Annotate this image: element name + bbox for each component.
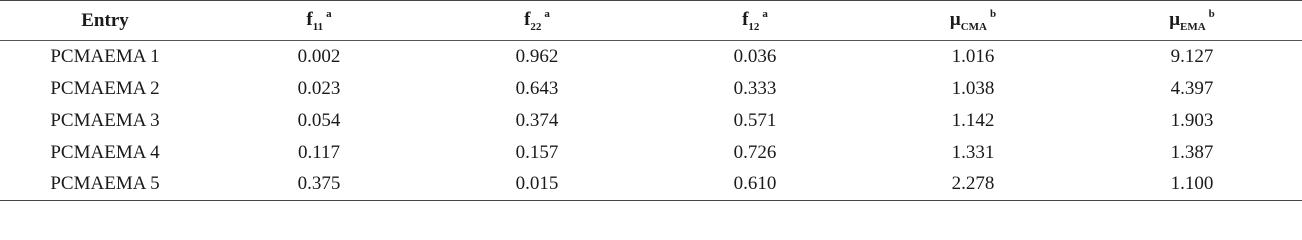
- cell-mu-ema: 1.100: [1082, 169, 1302, 201]
- cell-mu-cma: 1.038: [951, 77, 995, 99]
- cell-mu-ema: 1.903: [1170, 109, 1214, 131]
- header-f22: $f_{22}^a$: [428, 1, 646, 41]
- cell-f22: 0.015: [428, 169, 646, 201]
- header-entry: Entry: [0, 1, 210, 41]
- cell-f12: 0.333: [733, 77, 777, 99]
- cell-f12: 0.571: [733, 109, 777, 131]
- cell-mu-cma: 1.016: [951, 45, 995, 67]
- cell-f22: 0.962: [515, 45, 559, 67]
- cell-mu-ema: 1.387: [1170, 141, 1214, 163]
- cell-f11: 0.375: [210, 169, 428, 201]
- cell-entry: PCMAEMA 2: [50, 77, 160, 99]
- cell-entry: PCMAEMA 4: [50, 141, 160, 163]
- cell-mu-ema: 9.127: [1170, 45, 1214, 67]
- cell-f12: 0.726: [733, 141, 777, 163]
- cell-f22: 0.643: [515, 77, 559, 99]
- table-row: [0, 105, 1302, 137]
- cell-f11: 0.002: [297, 45, 341, 67]
- table-row: [0, 169, 1302, 201]
- table-row: [0, 41, 1302, 73]
- cell-f22: 0.157: [515, 141, 559, 163]
- cell-f12: 0.036: [733, 45, 777, 67]
- table-row: [0, 137, 1302, 169]
- table-header-row: [0, 1, 1302, 41]
- cell-mu-cma: 1.142: [951, 109, 995, 131]
- header-f12: $f_{12}^a$: [646, 1, 864, 41]
- cell-f11: 0.117: [297, 141, 341, 163]
- header-f11: $f_{11}^a$: [210, 1, 428, 41]
- cell-entry: PCMAEMA 1: [50, 45, 160, 67]
- header-mu-ema: $\mu_{EMA}^b$: [1082, 1, 1302, 41]
- cell-f11: 0.023: [297, 77, 341, 99]
- table-row: [0, 73, 1302, 105]
- cell-f12: 0.610: [646, 169, 864, 201]
- cell-entry: PCMAEMA 5: [0, 169, 210, 201]
- cell-f22: 0.374: [515, 109, 559, 131]
- cell-entry: PCMAEMA 3: [50, 109, 160, 131]
- cell-mu-ema: 4.397: [1170, 77, 1214, 99]
- cell-f11: 0.054: [297, 109, 341, 131]
- header-mu-cma: $\mu_{CMA}^b$: [864, 1, 1082, 41]
- cell-mu-cma: 2.278: [864, 169, 1082, 201]
- cell-mu-cma: 1.331: [951, 141, 995, 163]
